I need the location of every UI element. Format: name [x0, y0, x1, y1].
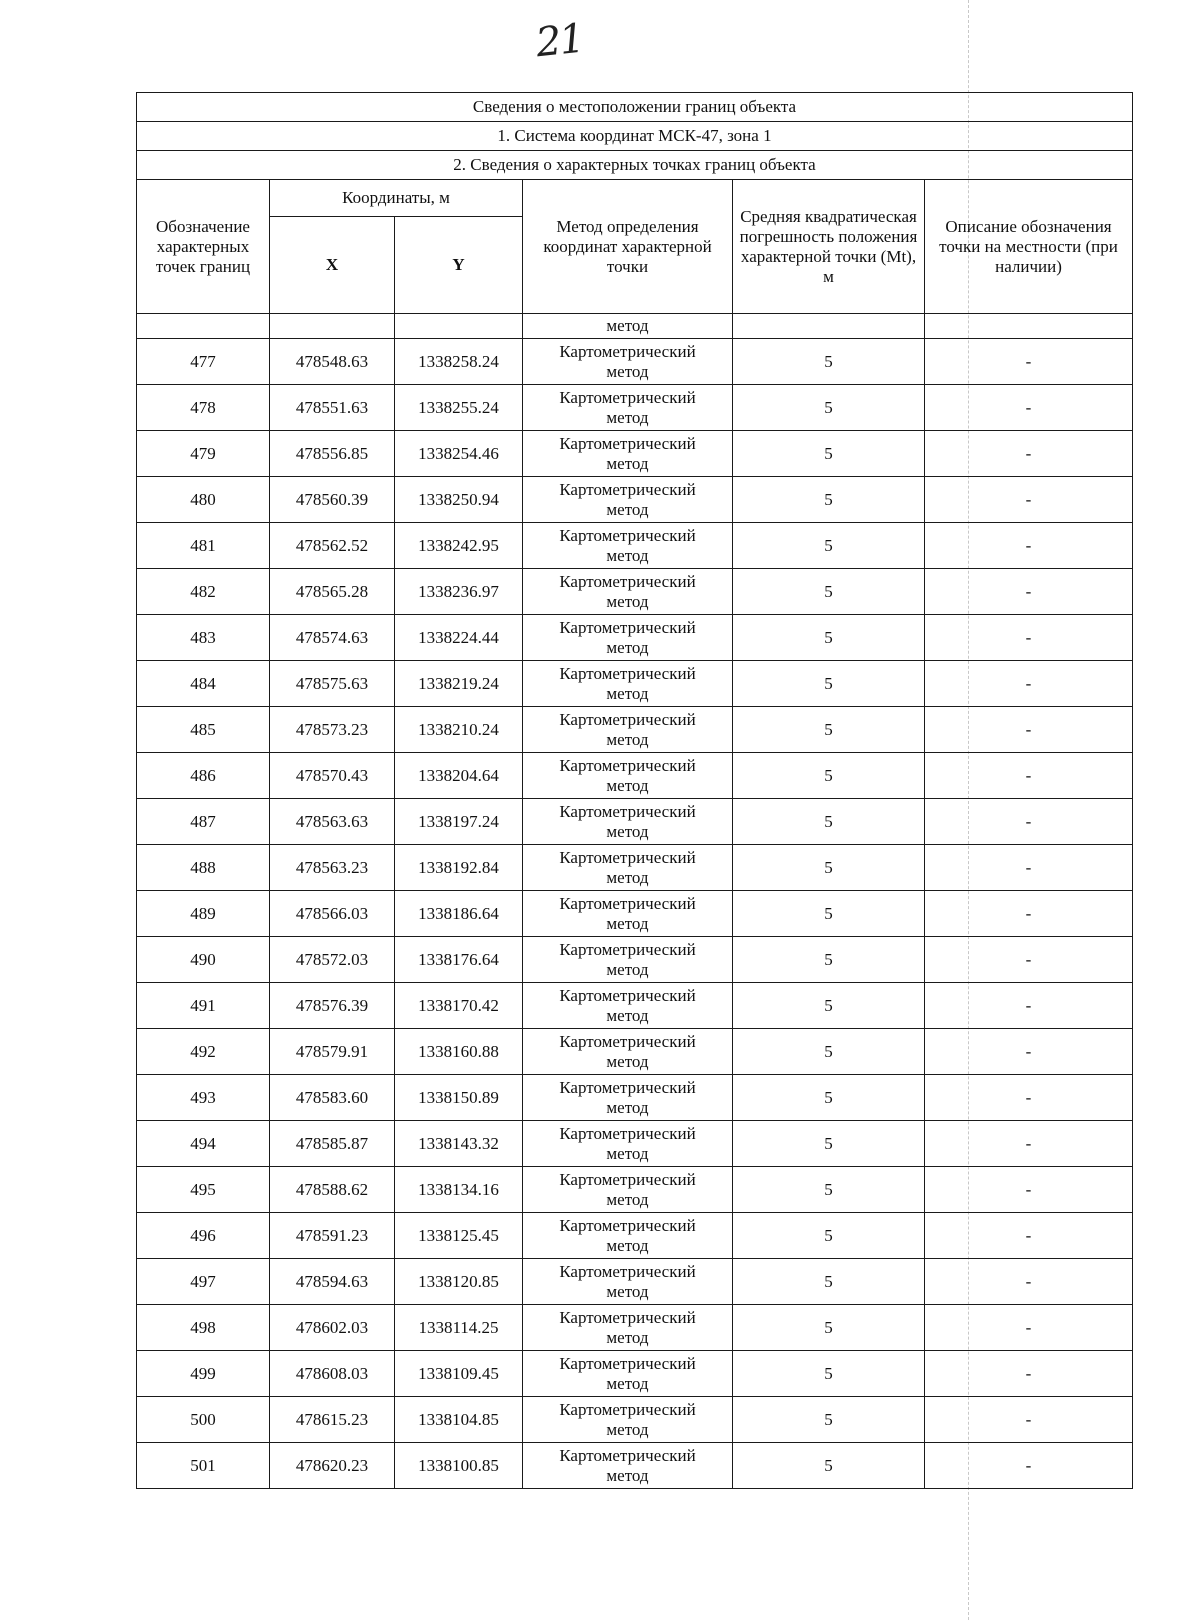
- x-coordinate-cell: 478579.91: [270, 1029, 395, 1075]
- x-coordinate-cell: 478575.63: [270, 661, 395, 707]
- description-cell: -: [925, 1075, 1133, 1121]
- method-cell: [523, 937, 733, 983]
- y-coordinate-cell: 1338192.84: [395, 845, 523, 891]
- continuation-cell: [925, 314, 1133, 339]
- point-id-cell: 491: [137, 983, 270, 1029]
- error-cell: 5: [733, 1397, 925, 1443]
- error-cell: 5: [733, 891, 925, 937]
- y-coordinate-cell: 1338186.64: [395, 891, 523, 937]
- table-row: [137, 1443, 1133, 1489]
- method-line-2: метод: [606, 1051, 649, 1071]
- table-row: [137, 477, 1133, 523]
- x-coordinate-cell: 478588.62: [270, 1167, 395, 1213]
- description-cell: -: [925, 845, 1133, 891]
- point-id-cell: 487: [137, 799, 270, 845]
- y-coordinate-cell: 1338219.24: [395, 661, 523, 707]
- header-coordinates: Координаты, м: [270, 180, 523, 217]
- error-cell: 5: [733, 799, 925, 845]
- point-id-cell: 486: [137, 753, 270, 799]
- method-line-1: Картометрический: [559, 1123, 696, 1143]
- y-coordinate-cell: 1338204.64: [395, 753, 523, 799]
- table-row: [137, 1167, 1133, 1213]
- method-line-2: метод: [606, 1143, 649, 1163]
- error-cell: 5: [733, 1167, 925, 1213]
- point-id-cell: 492: [137, 1029, 270, 1075]
- table-row: [137, 845, 1133, 891]
- description-cell: -: [925, 1443, 1133, 1489]
- method-line-1: Картометрический: [559, 1077, 696, 1097]
- table-row: [137, 799, 1133, 845]
- x-coordinate-cell: 478591.23: [270, 1213, 395, 1259]
- method-line-1: Картометрический: [559, 1215, 696, 1235]
- method-line-1: Картометрический: [559, 617, 696, 637]
- method-cell: [523, 523, 733, 569]
- point-id-cell: 482: [137, 569, 270, 615]
- x-coordinate-cell: 478608.03: [270, 1351, 395, 1397]
- method-cell: [523, 385, 733, 431]
- x-coordinate-cell: 478573.23: [270, 707, 395, 753]
- y-coordinate-cell: 1338224.44: [395, 615, 523, 661]
- table-row: [137, 937, 1133, 983]
- error-cell: 5: [733, 615, 925, 661]
- error-cell: 5: [733, 661, 925, 707]
- x-coordinate-cell: 478620.23: [270, 1443, 395, 1489]
- method-cell: [523, 1213, 733, 1259]
- description-cell: -: [925, 569, 1133, 615]
- point-id-cell: 496: [137, 1213, 270, 1259]
- boundary-points-table: [136, 92, 1133, 1489]
- x-coordinate-cell: 478563.63: [270, 799, 395, 845]
- method-cell: [523, 799, 733, 845]
- error-cell: 5: [733, 1305, 925, 1351]
- x-coordinate-cell: 478548.63: [270, 339, 395, 385]
- point-id-cell: 490: [137, 937, 270, 983]
- method-line-1: Картометрический: [559, 1353, 696, 1373]
- description-cell: -: [925, 983, 1133, 1029]
- method-line-2: метод: [606, 1465, 649, 1485]
- table-row: [137, 1305, 1133, 1351]
- continuation-cell: [395, 314, 523, 339]
- method-cell: [523, 1167, 733, 1213]
- table-row: [137, 753, 1133, 799]
- description-cell: -: [925, 431, 1133, 477]
- table-row: [137, 523, 1133, 569]
- section-title: 2. Сведения о характерных точках границ объекта: [137, 151, 1133, 180]
- method-line-1: Картометрический: [559, 1031, 696, 1051]
- description-cell: -: [925, 339, 1133, 385]
- description-cell: -: [925, 523, 1133, 569]
- point-id-cell: 478: [137, 385, 270, 431]
- header-error: Средняя квадратическая погрешность положения характерной точки (Mt), м: [733, 180, 925, 314]
- table-row: [137, 983, 1133, 1029]
- method-cell: [523, 569, 733, 615]
- point-id-cell: 498: [137, 1305, 270, 1351]
- table-row: [137, 1259, 1133, 1305]
- method-line-2: метод: [606, 867, 649, 887]
- point-id-cell: 489: [137, 891, 270, 937]
- header-x: X: [270, 217, 395, 314]
- method-line-1: Картометрический: [559, 939, 696, 959]
- method-cell: [523, 1029, 733, 1075]
- method-line-2: метод: [606, 1005, 649, 1025]
- description-cell: -: [925, 1397, 1133, 1443]
- description-cell: -: [925, 1351, 1133, 1397]
- error-cell: 5: [733, 753, 925, 799]
- point-id-cell: 485: [137, 707, 270, 753]
- description-cell: -: [925, 1259, 1133, 1305]
- point-id-cell: 500: [137, 1397, 270, 1443]
- table-row: [137, 661, 1133, 707]
- y-coordinate-cell: 1338134.16: [395, 1167, 523, 1213]
- point-id-cell: 494: [137, 1121, 270, 1167]
- y-coordinate-cell: 1338242.95: [395, 523, 523, 569]
- description-cell: -: [925, 753, 1133, 799]
- table-row: [137, 339, 1133, 385]
- table-row: [137, 1121, 1133, 1167]
- table-row: [137, 1351, 1133, 1397]
- x-coordinate-cell: 478574.63: [270, 615, 395, 661]
- method-line-2: метод: [606, 821, 649, 841]
- x-coordinate-cell: 478615.23: [270, 1397, 395, 1443]
- x-coordinate-cell: 478572.03: [270, 937, 395, 983]
- point-id-cell: 493: [137, 1075, 270, 1121]
- method-cell: [523, 1259, 733, 1305]
- method-cell: [523, 1443, 733, 1489]
- error-cell: 5: [733, 937, 925, 983]
- method-cell: [523, 661, 733, 707]
- table-row: [137, 431, 1133, 477]
- method-line-1: Картометрический: [559, 1445, 696, 1465]
- y-coordinate-cell: 1338114.25: [395, 1305, 523, 1351]
- error-cell: 5: [733, 1075, 925, 1121]
- method-line-2: метод: [606, 913, 649, 933]
- coordinate-system: 1. Система координат МСК-47, зона 1: [137, 122, 1133, 151]
- x-coordinate-cell: 478594.63: [270, 1259, 395, 1305]
- continuation-cell: [270, 314, 395, 339]
- method-line-1: Картометрический: [559, 387, 696, 407]
- error-cell: 5: [733, 983, 925, 1029]
- method-line-2: метод: [606, 591, 649, 611]
- method-line-2: метод: [606, 637, 649, 657]
- method-line-1: Картометрический: [559, 893, 696, 913]
- method-line-2: метод: [606, 1281, 649, 1301]
- table-row: [137, 1075, 1133, 1121]
- error-cell: 5: [733, 431, 925, 477]
- continuation-cell: [733, 314, 925, 339]
- method-cell: [523, 339, 733, 385]
- continuation-cell: [137, 314, 270, 339]
- y-coordinate-cell: 1338255.24: [395, 385, 523, 431]
- method-cell: [523, 707, 733, 753]
- method-cell: [523, 477, 733, 523]
- table-row: [137, 891, 1133, 937]
- description-cell: -: [925, 1305, 1133, 1351]
- x-coordinate-cell: 478585.87: [270, 1121, 395, 1167]
- error-cell: 5: [733, 1351, 925, 1397]
- y-coordinate-cell: 1338170.42: [395, 983, 523, 1029]
- description-cell: -: [925, 937, 1133, 983]
- error-cell: 5: [733, 1029, 925, 1075]
- method-line-2: метод: [606, 545, 649, 565]
- table-row: [137, 385, 1133, 431]
- method-line-1: Картометрический: [559, 1307, 696, 1327]
- point-id-cell: 501: [137, 1443, 270, 1489]
- table-row: [137, 1029, 1133, 1075]
- point-id-cell: 479: [137, 431, 270, 477]
- y-coordinate-cell: 1338254.46: [395, 431, 523, 477]
- error-cell: 5: [733, 477, 925, 523]
- y-coordinate-cell: 1338176.64: [395, 937, 523, 983]
- method-line-2: метод: [606, 775, 649, 795]
- header-description: Описание обозначения точки на местности (при наличии): [925, 180, 1133, 314]
- description-cell: -: [925, 1121, 1133, 1167]
- header-method: Метод определения координат характерной точки: [523, 180, 733, 314]
- method-line-1: Картометрический: [559, 341, 696, 361]
- y-coordinate-cell: 1338100.85: [395, 1443, 523, 1489]
- description-cell: -: [925, 799, 1133, 845]
- table-row: [137, 1397, 1133, 1443]
- method-line-2: метод: [606, 729, 649, 749]
- method-line-1: Картометрический: [559, 479, 696, 499]
- error-cell: 5: [733, 1443, 925, 1489]
- page-number: 21: [533, 15, 586, 67]
- method-cell: [523, 845, 733, 891]
- description-cell: -: [925, 1167, 1133, 1213]
- error-cell: 5: [733, 1121, 925, 1167]
- description-cell: -: [925, 891, 1133, 937]
- table-row: [137, 707, 1133, 753]
- method-line-2: метод: [606, 407, 649, 427]
- point-id-cell: 480: [137, 477, 270, 523]
- error-cell: 5: [733, 707, 925, 753]
- header-y: Y: [395, 217, 523, 314]
- point-id-cell: 497: [137, 1259, 270, 1305]
- y-coordinate-cell: 1338125.45: [395, 1213, 523, 1259]
- point-id-cell: 495: [137, 1167, 270, 1213]
- table-row: [137, 615, 1133, 661]
- method-line-2: метод: [606, 1419, 649, 1439]
- x-coordinate-cell: 478562.52: [270, 523, 395, 569]
- method-cell: [523, 753, 733, 799]
- x-coordinate-cell: 478576.39: [270, 983, 395, 1029]
- error-cell: 5: [733, 385, 925, 431]
- header-point: Обозначение характерных точек границ: [137, 180, 270, 314]
- description-cell: -: [925, 1029, 1133, 1075]
- error-cell: 5: [733, 569, 925, 615]
- y-coordinate-cell: 1338104.85: [395, 1397, 523, 1443]
- x-coordinate-cell: 478602.03: [270, 1305, 395, 1351]
- x-coordinate-cell: 478566.03: [270, 891, 395, 937]
- point-id-cell: 481: [137, 523, 270, 569]
- description-cell: -: [925, 385, 1133, 431]
- method-line-2: метод: [606, 1189, 649, 1209]
- y-coordinate-cell: 1338197.24: [395, 799, 523, 845]
- table-row: [137, 1213, 1133, 1259]
- y-coordinate-cell: 1338143.32: [395, 1121, 523, 1167]
- method-line-1: Картометрический: [559, 709, 696, 729]
- table-row: [137, 569, 1133, 615]
- y-coordinate-cell: 1338210.24: [395, 707, 523, 753]
- error-cell: 5: [733, 1259, 925, 1305]
- method-line-1: Картометрический: [559, 755, 696, 775]
- method-line-1: Картометрический: [559, 525, 696, 545]
- description-cell: -: [925, 1213, 1133, 1259]
- description-cell: -: [925, 707, 1133, 753]
- description-cell: -: [925, 477, 1133, 523]
- method-line-1: Картометрический: [559, 571, 696, 591]
- method-line-1: Картометрический: [559, 663, 696, 683]
- method-line-1: Картометрический: [559, 1399, 696, 1419]
- method-cell: [523, 1305, 733, 1351]
- x-coordinate-cell: 478551.63: [270, 385, 395, 431]
- method-line-1: Картометрический: [559, 1169, 696, 1189]
- method-line-2: метод: [606, 1373, 649, 1393]
- method-line-2: метод: [606, 1327, 649, 1347]
- method-line-2: метод: [606, 499, 649, 519]
- method-line-1: Картометрический: [559, 847, 696, 867]
- point-id-cell: 477: [137, 339, 270, 385]
- x-coordinate-cell: 478556.85: [270, 431, 395, 477]
- x-coordinate-cell: 478570.43: [270, 753, 395, 799]
- method-line-2: метод: [606, 1097, 649, 1117]
- y-coordinate-cell: 1338236.97: [395, 569, 523, 615]
- method-line-2: метод: [606, 683, 649, 703]
- method-cell: [523, 615, 733, 661]
- method-line-1: Картометрический: [559, 1261, 696, 1281]
- error-cell: 5: [733, 845, 925, 891]
- y-coordinate-cell: 1338160.88: [395, 1029, 523, 1075]
- method-line-2: метод: [606, 1235, 649, 1255]
- description-cell: -: [925, 615, 1133, 661]
- y-coordinate-cell: 1338150.89: [395, 1075, 523, 1121]
- method-cell: [523, 891, 733, 937]
- method-cell: [523, 983, 733, 1029]
- x-coordinate-cell: 478583.60: [270, 1075, 395, 1121]
- y-coordinate-cell: 1338258.24: [395, 339, 523, 385]
- method-line-2: метод: [606, 453, 649, 473]
- method-cell: [523, 1121, 733, 1167]
- point-id-cell: 488: [137, 845, 270, 891]
- method-cell: [523, 1075, 733, 1121]
- description-cell: -: [925, 661, 1133, 707]
- method-cell: [523, 431, 733, 477]
- error-cell: 5: [733, 1213, 925, 1259]
- point-id-cell: 484: [137, 661, 270, 707]
- y-coordinate-cell: 1338250.94: [395, 477, 523, 523]
- y-coordinate-cell: 1338109.45: [395, 1351, 523, 1397]
- method-line-1: Картометрический: [559, 985, 696, 1005]
- continuation-method: метод: [523, 314, 733, 339]
- method-cell: [523, 1397, 733, 1443]
- x-coordinate-cell: 478565.28: [270, 569, 395, 615]
- x-coordinate-cell: 478563.23: [270, 845, 395, 891]
- error-cell: 5: [733, 523, 925, 569]
- table-title: Сведения о местоположении границ объекта: [137, 93, 1133, 122]
- method-line-2: метод: [606, 959, 649, 979]
- error-cell: 5: [733, 339, 925, 385]
- method-line-1: Картометрический: [559, 801, 696, 821]
- method-line-2: метод: [606, 361, 649, 381]
- y-coordinate-cell: 1338120.85: [395, 1259, 523, 1305]
- x-coordinate-cell: 478560.39: [270, 477, 395, 523]
- method-line-1: Картометрический: [559, 433, 696, 453]
- method-cell: [523, 1351, 733, 1397]
- point-id-cell: 483: [137, 615, 270, 661]
- point-id-cell: 499: [137, 1351, 270, 1397]
